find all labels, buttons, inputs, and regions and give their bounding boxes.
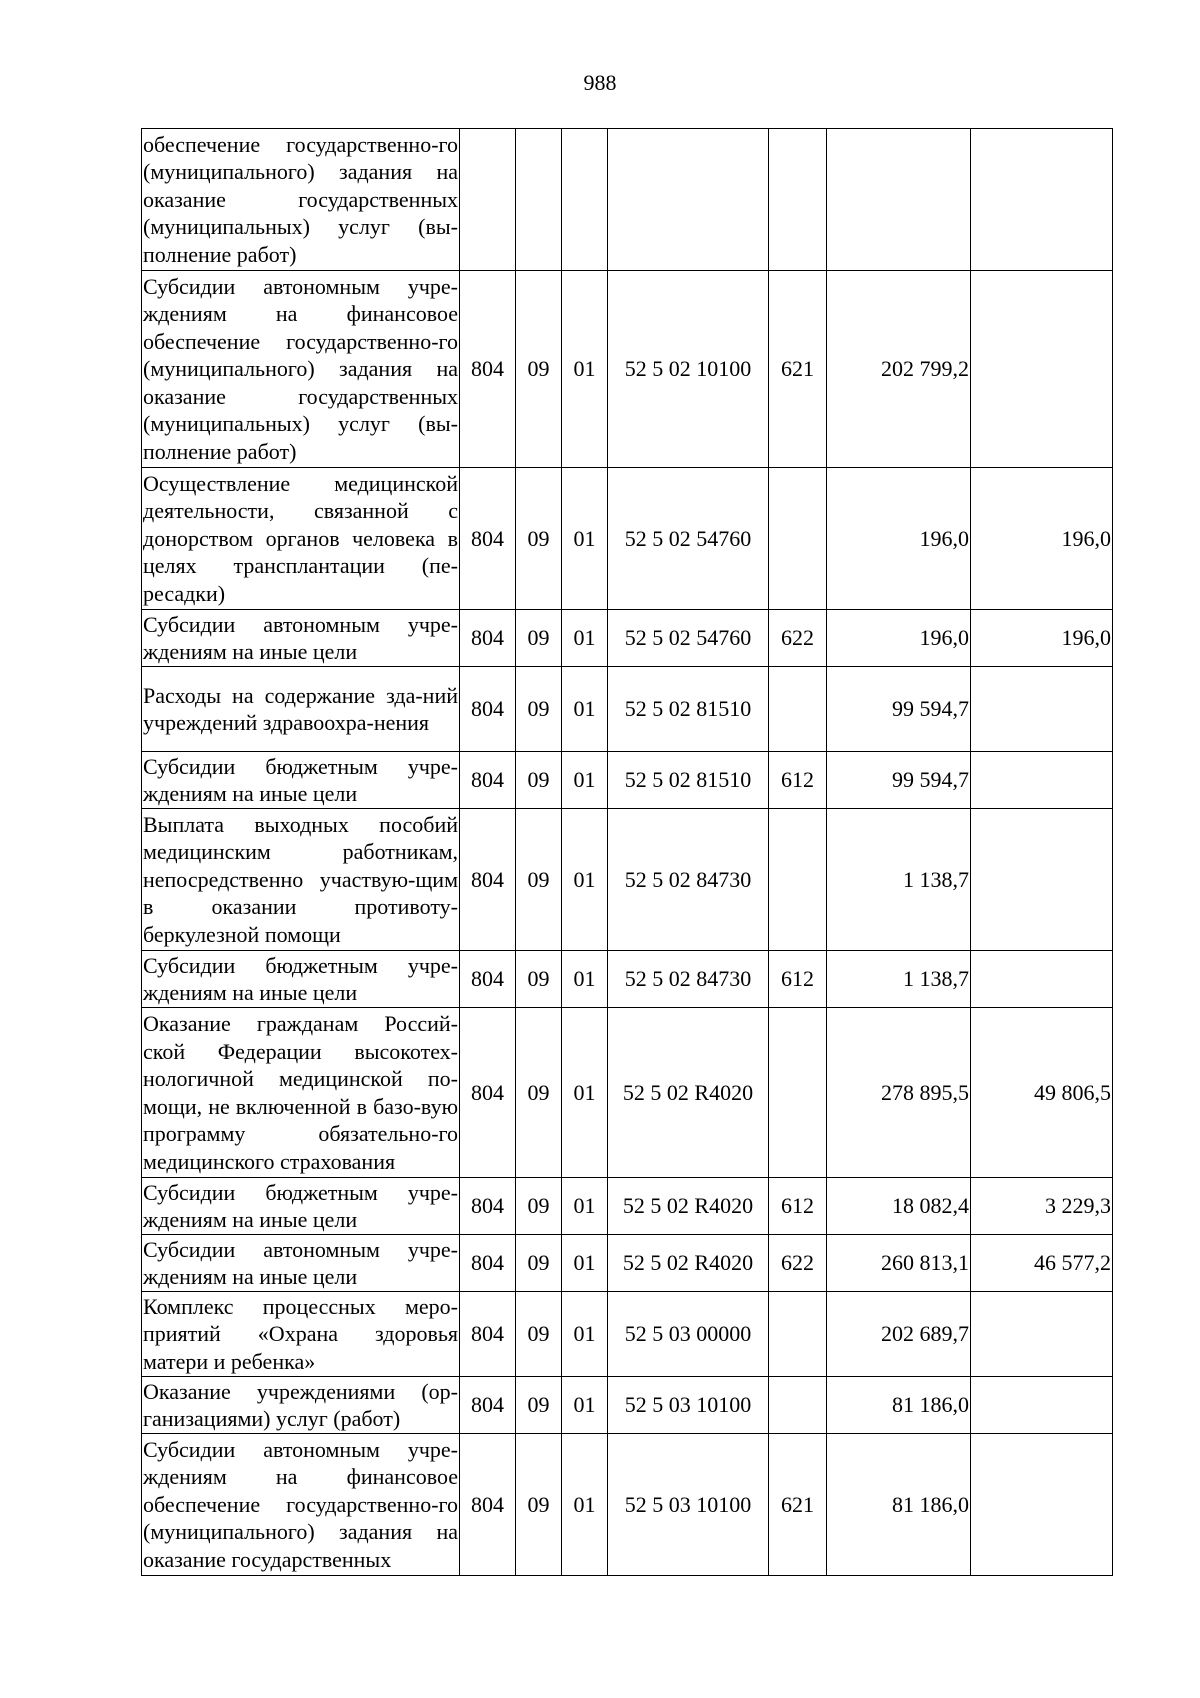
page-number: 988 — [583, 70, 617, 95]
cell-subsection-code: 01 — [562, 271, 608, 468]
table-row — [142, 610, 1113, 667]
cell-section-code: 09 — [516, 667, 562, 752]
cell-section-code: 09 — [516, 610, 562, 667]
cell-section-code: 09 — [516, 1008, 562, 1178]
cell-federal-amount: 196,0 — [971, 468, 1113, 610]
cell-federal-amount — [971, 809, 1113, 951]
cell-subsection-code — [562, 129, 608, 271]
cell-federal-amount: 49 806,5 — [971, 1008, 1113, 1178]
cell-subsection-code: 01 — [562, 809, 608, 951]
cell-federal-amount — [971, 1434, 1113, 1576]
cell-description: Субсидии автономным учре-ждениям на иные цели — [142, 610, 460, 667]
table-row — [142, 129, 1113, 271]
cell-amount: 81 186,0 — [827, 1434, 971, 1576]
cell-amount: 202 689,7 — [827, 1292, 971, 1377]
cell-target-article: 52 5 02 81510 — [608, 752, 769, 809]
table-row — [142, 1292, 1113, 1377]
cell-ministry-code: 804 — [460, 468, 516, 610]
cell-ministry-code: 804 — [460, 1434, 516, 1576]
cell-ministry-code: 804 — [460, 610, 516, 667]
cell-description: Расходы на содержание зда-ний учреждений здравоохра-нения — [142, 667, 460, 752]
cell-section-code: 09 — [516, 1434, 562, 1576]
cell-subsection-code: 01 — [562, 1377, 608, 1434]
cell-subsection-code: 01 — [562, 1178, 608, 1235]
cell-description: Осуществление медицинской деятельности, связанной с донорством органов человека в целях трансплантации (пе-ресадки) — [142, 468, 460, 610]
cell-description: Оказание учреждениями (ор-ганизациями) услуг (работ) — [142, 1377, 460, 1434]
cell-federal-amount — [971, 271, 1113, 468]
cell-target-article: 52 5 02 10100 — [608, 271, 769, 468]
cell-amount: 1 138,7 — [827, 809, 971, 951]
cell-target-article — [608, 129, 769, 271]
cell-ministry-code: 804 — [460, 1235, 516, 1292]
cell-description: Оказание гражданам Россий-ской Федерации высокотех-нологичной медицинской по-мощи, не включенной в базо-вую программу обязательно-го медицинского страхования — [142, 1008, 460, 1178]
cell-amount: 1 138,7 — [827, 951, 971, 1008]
cell-expense-type: 621 — [769, 271, 827, 468]
cell-ministry-code: 804 — [460, 951, 516, 1008]
cell-description: Субсидии автономным учре-ждениям на финансовое обеспечение государственно-го (муниципального) задания на оказание государственных (муниципальных) услуг (вы-полнение работ) — [142, 271, 460, 468]
cell-ministry-code — [460, 129, 516, 271]
cell-federal-amount — [971, 1377, 1113, 1434]
cell-target-article: 52 5 03 10100 — [608, 1377, 769, 1434]
cell-description: обеспечение государственно-го (муниципального) задания на оказание государственных (муниципальных) услуг (вы-полнение работ) — [142, 129, 460, 271]
cell-target-article: 52 5 02 54760 — [608, 610, 769, 667]
cell-amount: 196,0 — [827, 610, 971, 667]
cell-description: Субсидии автономным учре-ждениям на финансовое обеспечение государственно-го (муниципального) задания на оказание государственных — [142, 1434, 460, 1576]
cell-ministry-code: 804 — [460, 271, 516, 468]
cell-amount: 202 799,2 — [827, 271, 971, 468]
cell-subsection-code: 01 — [562, 1235, 608, 1292]
cell-federal-amount — [971, 667, 1113, 752]
cell-target-article: 52 5 02 54760 — [608, 468, 769, 610]
table-row — [142, 1377, 1113, 1434]
cell-amount: 260 813,1 — [827, 1235, 971, 1292]
cell-section-code: 09 — [516, 1235, 562, 1292]
cell-ministry-code: 804 — [460, 1178, 516, 1235]
cell-subsection-code: 01 — [562, 1008, 608, 1178]
cell-subsection-code: 01 — [562, 610, 608, 667]
cell-target-article: 52 5 02 84730 — [608, 951, 769, 1008]
cell-amount: 99 594,7 — [827, 752, 971, 809]
cell-description: Субсидии бюджетным учре-ждениям на иные цели — [142, 752, 460, 809]
table-row — [142, 951, 1113, 1008]
cell-ministry-code: 804 — [460, 809, 516, 951]
table-body — [142, 129, 1113, 1576]
cell-federal-amount — [971, 129, 1113, 271]
table-row — [142, 1008, 1113, 1178]
cell-subsection-code: 01 — [562, 1434, 608, 1576]
cell-ministry-code: 804 — [460, 752, 516, 809]
table-row — [142, 1434, 1113, 1576]
cell-target-article: 52 5 02 R4020 — [608, 1235, 769, 1292]
cell-ministry-code: 804 — [460, 1292, 516, 1377]
cell-expense-type: 622 — [769, 1235, 827, 1292]
cell-expense-type — [769, 809, 827, 951]
cell-amount — [827, 129, 971, 271]
cell-expense-type: 612 — [769, 752, 827, 809]
cell-expense-type — [769, 1292, 827, 1377]
cell-expense-type: 612 — [769, 951, 827, 1008]
cell-target-article: 52 5 03 10100 — [608, 1434, 769, 1576]
cell-section-code: 09 — [516, 752, 562, 809]
cell-expense-type — [769, 1377, 827, 1434]
table-row — [142, 1235, 1113, 1292]
cell-ministry-code: 804 — [460, 667, 516, 752]
cell-ministry-code: 804 — [460, 1008, 516, 1178]
cell-description: Субсидии бюджетным учре-ждениям на иные цели — [142, 1178, 460, 1235]
cell-expense-type: 621 — [769, 1434, 827, 1576]
cell-federal-amount — [971, 951, 1113, 1008]
cell-federal-amount: 46 577,2 — [971, 1235, 1113, 1292]
cell-amount: 81 186,0 — [827, 1377, 971, 1434]
cell-expense-type — [769, 1008, 827, 1178]
table-row — [142, 1178, 1113, 1235]
cell-expense-type: 622 — [769, 610, 827, 667]
cell-subsection-code: 01 — [562, 1292, 608, 1377]
cell-expense-type — [769, 129, 827, 271]
cell-section-code: 09 — [516, 1292, 562, 1377]
table-row — [142, 809, 1113, 951]
cell-target-article: 52 5 02 R4020 — [608, 1008, 769, 1178]
table-row — [142, 667, 1113, 752]
cell-expense-type — [769, 468, 827, 610]
cell-description: Комплекс процессных меро-приятий «Охрана здоровья матери и ребенка» — [142, 1292, 460, 1377]
cell-expense-type: 612 — [769, 1178, 827, 1235]
cell-section-code: 09 — [516, 468, 562, 610]
cell-description: Выплата выходных пособий медицинским работникам, непосредственно участвую-щим в оказании противоту-беркулезной помощи — [142, 809, 460, 951]
cell-description: Субсидии автономным учре-ждениям на иные цели — [142, 1235, 460, 1292]
cell-ministry-code: 804 — [460, 1377, 516, 1434]
cell-subsection-code: 01 — [562, 752, 608, 809]
cell-amount: 18 082,4 — [827, 1178, 971, 1235]
cell-description: Субсидии бюджетным учре-ждениям на иные цели — [142, 951, 460, 1008]
cell-target-article: 52 5 02 81510 — [608, 667, 769, 752]
table-row — [142, 271, 1113, 468]
cell-subsection-code: 01 — [562, 951, 608, 1008]
table-row — [142, 752, 1113, 809]
cell-section-code — [516, 129, 562, 271]
cell-amount: 278 895,5 — [827, 1008, 971, 1178]
cell-subsection-code: 01 — [562, 667, 608, 752]
cell-section-code: 09 — [516, 1377, 562, 1434]
cell-federal-amount — [971, 1292, 1113, 1377]
cell-amount: 99 594,7 — [827, 667, 971, 752]
cell-section-code: 09 — [516, 271, 562, 468]
cell-section-code: 09 — [516, 1178, 562, 1235]
table-row — [142, 468, 1113, 610]
cell-target-article: 52 5 02 R4020 — [608, 1178, 769, 1235]
cell-federal-amount — [971, 752, 1113, 809]
cell-federal-amount: 3 229,3 — [971, 1178, 1113, 1235]
budget-table — [141, 128, 1113, 1576]
cell-amount: 196,0 — [827, 468, 971, 610]
cell-section-code: 09 — [516, 809, 562, 951]
cell-expense-type — [769, 667, 827, 752]
cell-section-code: 09 — [516, 951, 562, 1008]
cell-target-article: 52 5 02 84730 — [608, 809, 769, 951]
cell-federal-amount: 196,0 — [971, 610, 1113, 667]
cell-target-article: 52 5 03 00000 — [608, 1292, 769, 1377]
cell-subsection-code: 01 — [562, 468, 608, 610]
